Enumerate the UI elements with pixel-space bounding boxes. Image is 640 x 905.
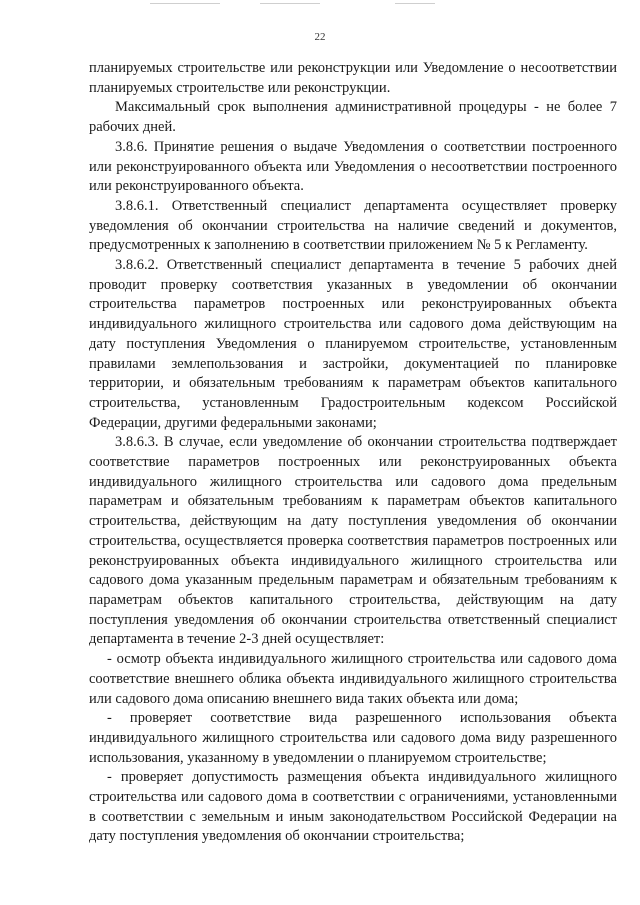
paragraph-continuation: планируемых строительстве или реконструкции или Уведомление о несоответствии планируемых строительстве или реконструкции. — [89, 60, 617, 96]
document-body — [89, 59, 617, 847]
page-number: 22 — [314, 31, 326, 43]
paragraph-max-term: Максимальный срок выполнения административной процедуры - не более 7 рабочих дней. — [89, 99, 617, 136]
scan-artifact — [150, 3, 220, 4]
paragraph-3-8-6: 3.8.6. Принятие решения о выдаче Уведомления о соответствии построенного или реконструированного объекта или Уведомления о несоответствии построенного или реконструированного объекта. — [89, 138, 617, 195]
paragraph-3-8-6-1: 3.8.6.1. Ответственный специалист департамента осуществляет проверку уведомления об окончании строительства на наличие сведений и документов, предусмотренных к заполнению в соответствии приложением № 5 к Регламенту. — [89, 197, 617, 254]
scan-artifact — [260, 3, 320, 4]
paragraph-3-8-6-3: 3.8.6.3. В случае, если уведомление об окончании строительства подтверждает соответствие параметров построенных или реконструированных объекта индивидуального жилищного строительства или садового дома предельным параметрам и обязательным требованиям к параметрам объектов капитального строительства, действующим на дату поступления уведомления об окончании строительства, осуществляется проверка соответствия параметров построенных или реконструированных объекта индивидуального жилищного строительства или садового дома указанным предельным параметрам и обязательным требованиям к параметрам объектов капитального строительства, действующим на дату поступления уведомления об окончании строительства ответственный специалист департамента в течение 2-3 дней осуществляет: — [89, 434, 617, 648]
list-item-inspection: - осмотр объекта индивидуального жилищного строительства или садового дома соответствие внешнего облика объекта индивидуального жилищного строительства или садового дома описанию внешнего вида таких объекта или дома; — [89, 651, 617, 707]
paragraph-3-8-6-2: 3.8.6.2. Ответственный специалист департамента в течение 5 рабочих дней проводит проверку соответствия указанных в уведомлении об окончании строительства параметров построенных или реконструированных объекта индивидуального жилищного строительства или садового дома действующим на дату поступления Уведомления о планируемом строительстве, установленным правилами землепользования и застройки, документацией по планировке территории, и обязательным требованиям к параметрам объектов капитального строительства, установленным Градостроительным кодексом Российской Федерации, другими федеральными законами; — [89, 257, 617, 431]
list-item-use-check: - проверяет соответствие вида разрешенного использования объекта индивидуального жилищного строительства или садового дома виду разрешенного использования, указанному в уведомлении о планируемом строительстве; — [89, 710, 617, 766]
list-item-placement-check: - проверяет допустимость размещения объекта индивидуального жилищного строительства или садового дома в соответствии с ограничениями, установленными в соответствии с земельным и иным законодательством Российской Федерации на дату поступления уведомления об окончании строительства; — [89, 769, 617, 845]
scan-artifact — [395, 3, 435, 4]
